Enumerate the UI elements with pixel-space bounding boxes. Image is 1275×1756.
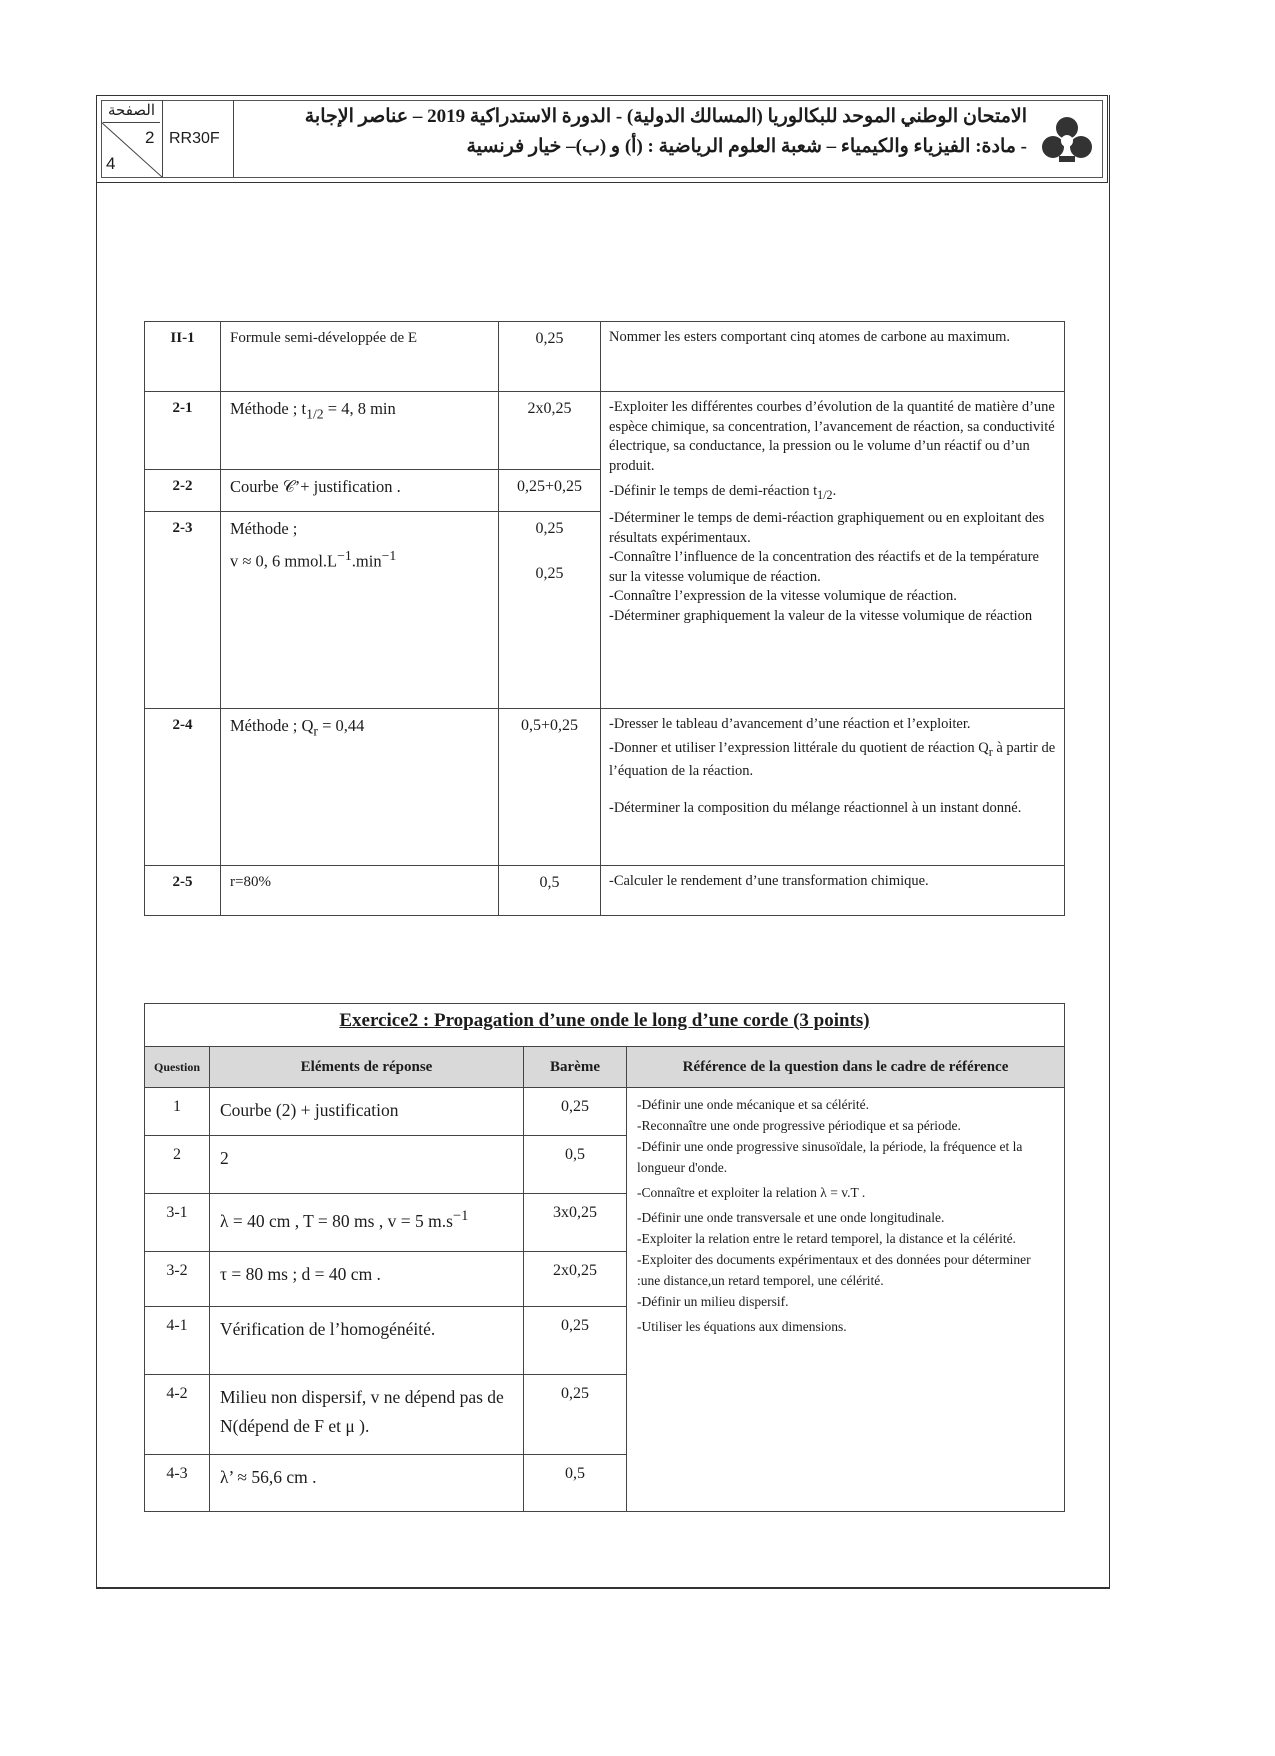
reference-item: -Déterminer la composition du mélange réactionnel à un instant donné. <box>609 800 1022 817</box>
col-elements-header: Eléments de réponse <box>210 1047 524 1088</box>
bareme: 0,5+0,25 <box>499 709 601 866</box>
reference-item: -Connaître l’expression de la vitesse volumique de réaction. <box>609 588 957 605</box>
bareme: 2x0,25 <box>524 1252 627 1307</box>
answer-element: Formule semi-développée de E <box>221 322 499 392</box>
reference-item: -Exploiter la relation entre le retard temporel, la distance et la célérité. <box>637 1231 1016 1246</box>
answer-element: Courbe (2) + justification <box>210 1088 524 1136</box>
reference <box>601 709 1065 866</box>
question-number: 3-2 <box>145 1252 210 1307</box>
chemistry-answer-table <box>144 321 1065 916</box>
bareme-1: 0,25 <box>535 520 564 537</box>
table-row <box>145 709 1065 866</box>
reference <box>627 1088 1065 1512</box>
page-total: 4 <box>106 154 116 173</box>
bareme <box>499 512 601 709</box>
bareme: 2x0,25 <box>499 392 601 470</box>
question-number: 4-2 <box>145 1375 210 1455</box>
header-row <box>145 1047 1065 1088</box>
header-title-line1: الامتحان الوطني الموحد للبكالوريا (المسالك الدولية) - الدورة الاستدراكية 2019 – عناصر الإجابة <box>304 106 1027 127</box>
answer-element: Vérification de l’homogénéité. <box>210 1307 524 1375</box>
answer-element: Courbe 𝒞’+ justification . <box>221 470 499 512</box>
bareme: 0,25 <box>524 1088 627 1136</box>
reference-item: -Exploiter des documents expérimentaux et des données pour déterminer :une distance,un retard temporel, une célérité. <box>637 1252 1031 1288</box>
reference: -Calculer le rendement d’une transformation chimique. <box>601 866 1065 916</box>
reference-item: -Utiliser les équations aux dimensions. <box>637 1319 847 1334</box>
ministry-logo-icon <box>1037 114 1097 166</box>
reference: Nommer les esters comportant cinq atomes de carbone au maximum. <box>601 322 1065 392</box>
question-number: 3-1 <box>145 1194 210 1252</box>
answer-element: λ = 40 cm , T = 80 ms , v = 5 $m.s^{-1}$ <box>210 1194 524 1252</box>
answer-element: 2 <box>210 1136 524 1194</box>
exam-code-box <box>163 100 234 177</box>
answer-element: λ’ ≈ 56,6 cm . <box>210 1455 524 1512</box>
page-word: الصفحة <box>103 100 160 123</box>
table-row <box>145 322 1065 392</box>
reference-item: -Définir un milieu dispersif. <box>637 1294 789 1309</box>
bareme: 0,5 <box>524 1455 627 1512</box>
table-row <box>145 1088 1065 1136</box>
reference-item: -Reconnaître une onde progressive périodique et sa période. <box>637 1118 961 1133</box>
answer-element: Milieu non dispersif, v ne dépend pas de N(dépend de F et μ ). <box>210 1375 524 1455</box>
reference-item: -Déterminer graphiquement la valeur de la vitesse volumique de réaction <box>609 607 1033 624</box>
exercise-title: Exercice2 : Propagation d’une onde le long d’une corde (3 points) <box>145 1004 1065 1047</box>
answer-element: Méthode ; $Q_r = 0,44$ <box>221 709 499 866</box>
question-number: 4-1 <box>145 1307 210 1375</box>
reference-item: -Donner et utiliser l’expression littérale du quotient de réaction $Q_r$ à partir de l’équation de la réaction. <box>609 739 1056 779</box>
question-number: 4-3 <box>145 1455 210 1512</box>
question-number: 2-1 <box>145 392 221 470</box>
answer-value: v ≈ 0, 6 $mmol.L^{-1}.\min^{-1}$ <box>230 548 397 571</box>
bareme: 0,25 <box>499 322 601 392</box>
header-title-line2: - مادة: الفيزياء والكيمياء – شعبة العلوم الرياضية : (أ) و (ب)– خيار فرنسية <box>466 136 1027 157</box>
question-number: 2-4 <box>145 709 221 866</box>
page-header <box>96 95 1108 183</box>
bareme: 0,5 <box>499 866 601 916</box>
question-number: 2-5 <box>145 866 221 916</box>
question-number: 1 <box>145 1088 210 1136</box>
reference-item: -Déterminer le temps de demi-réaction graphiquement ou en exploitant des résultats expérimentaux. <box>609 510 1045 546</box>
bareme: 0,25+0,25 <box>499 470 601 512</box>
reference-item: -Définir une onde transversale et une onde longitudinale. <box>637 1210 945 1225</box>
question-number: 2 <box>145 1136 210 1194</box>
reference-item: -Définir une onde progressive sinusoïdale, la période, la fréquence et la longueur d'onde. <box>637 1139 1023 1175</box>
reference-item: -Définir une onde mécanique et sa célérité. <box>637 1097 870 1112</box>
col-reference-header: Référence de la question dans le cadre de référence <box>627 1047 1065 1088</box>
question-number: 2-3 <box>145 512 221 709</box>
reference <box>601 392 1065 709</box>
col-question-header: Question <box>145 1047 210 1088</box>
answer-element: τ = 80 ms ; d = 40 cm . <box>210 1252 524 1307</box>
bareme-2: 0,25 <box>535 565 564 582</box>
wave-exercise-table <box>144 1003 1065 1512</box>
reference-item: -Exploiter les différentes courbes d’évolution de la quantité de matière d’une espèce chimique, sa concentration, l’avancement de réaction, sa conductivité électrique, sa conductance, la pression ou le volume d’un réactif ou d’un produit. <box>609 399 1055 474</box>
answer-element: r=80% <box>221 866 499 916</box>
answer-element: Méthode ; $t_{1/2} = 4$, 8 min <box>221 392 499 470</box>
reference-item: -Connaître l’influence de la concentration des réactifs et de la température sur la vitesse volumique de réaction. <box>609 549 1039 585</box>
question-number: II-1 <box>145 322 221 392</box>
bareme: 0,5 <box>524 1136 627 1194</box>
table-row <box>145 392 1065 470</box>
answer-element <box>221 512 499 709</box>
col-bareme-header: Barème <box>524 1047 627 1088</box>
reference-item: -Connaître et exploiter la relation λ = v.T . <box>637 1185 866 1200</box>
bareme: 3x0,25 <box>524 1194 627 1252</box>
bareme: 0,25 <box>524 1307 627 1375</box>
question-number: 2-2 <box>145 470 221 512</box>
page-number: 2 <box>145 128 155 147</box>
page-number-box <box>101 100 163 177</box>
reference-item: -Dresser le tableau d’avancement d’une réaction et l’exploiter. <box>609 716 971 732</box>
exam-code: RR30F <box>169 130 220 147</box>
table-row <box>145 866 1065 916</box>
header-title <box>247 102 1027 162</box>
reference-item: -Définir le temps de demi-réaction $t_{1/2}$. <box>609 483 837 502</box>
bareme: 0,25 <box>524 1375 627 1455</box>
answer-method: Méthode ; <box>230 519 298 538</box>
exercise-title-row <box>145 1004 1065 1047</box>
